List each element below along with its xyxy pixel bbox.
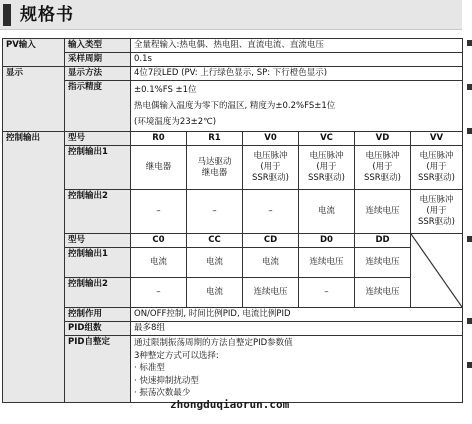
model-a-cell-6: VV: [411, 132, 463, 146]
label-model: 型号: [65, 132, 131, 146]
row-out1-a: [3, 146, 463, 190]
value-sample-period: 0.1s: [131, 53, 463, 67]
row-input-type: [3, 39, 463, 53]
out2-b-cell-2: 电流: [187, 278, 243, 308]
pid-tuning-line-4: · 快速抑制扰动型: [134, 375, 199, 386]
value-display-method: 4位7段LED (PV: 上行绿色显示, SP: 下行橙色显示): [131, 67, 463, 81]
label-control-output-1: 控制输出1: [65, 248, 131, 278]
edge-mark: [467, 236, 472, 242]
category-control-output: 控制输出: [3, 132, 65, 403]
row-out2-a: [3, 190, 463, 234]
label-accuracy: 指示精度: [65, 81, 131, 132]
out1-a-cell-4: 电压脉冲 (用于 SSR驱动): [299, 146, 355, 190]
model-a-cell-4: VC: [299, 132, 355, 146]
row-pid-tuning: [3, 336, 463, 403]
model-b-cell-2: CC: [187, 234, 243, 248]
category-display: 显示: [3, 67, 65, 132]
edge-mark: [467, 128, 472, 134]
out2-a-cell-4: 电流: [299, 190, 355, 234]
pid-tuning-line-1: 通过限制振荡周期的方法自整定PID参数值: [134, 338, 293, 348]
edge-mark: [467, 318, 472, 324]
row-model-a: [3, 132, 463, 146]
accuracy-line-2: 热电偶输入温度为零下的温区, 精度为±0.2%FS±1位: [134, 101, 336, 111]
out1-a-cell-6: 电压脉冲 (用于 SSR驱动): [411, 146, 463, 190]
label-input-type: 输入类型: [65, 39, 131, 53]
out2-b-cell-5: 连续电压: [355, 278, 411, 308]
row-control-action: [3, 308, 463, 322]
out1-b-cell-3: 电流: [243, 248, 299, 278]
model-b-cell-1: C0: [131, 234, 187, 248]
edge-mark: [467, 362, 472, 368]
watermark-text: zhongduqiaorun.com: [170, 398, 290, 411]
row-out1-b: [3, 248, 463, 278]
label-pid-tuning: PID自整定: [65, 336, 131, 403]
label-control-output-2: 控制输出2: [65, 190, 131, 234]
out2-b-cell-1: –: [131, 278, 187, 308]
model-a-cell-3: V0: [243, 132, 299, 146]
out2-a-cell-5: 连续电压: [355, 190, 411, 234]
label-display-method: 显示方法: [65, 67, 131, 81]
out1-b-cell-2: 电流: [187, 248, 243, 278]
empty-diagonal-cell: [411, 234, 463, 308]
section-title: 规格书: [20, 5, 74, 25]
out2-a-cell-2: –: [187, 190, 243, 234]
label-control-output-2: 控制输出2: [65, 278, 131, 308]
diagonal-line: [411, 234, 462, 307]
edge-mark: [467, 84, 472, 90]
accuracy-line-1: ±0.1%FS ±1位: [134, 85, 197, 95]
out1-a-cell-2: 马达驱动 继电器: [187, 146, 243, 190]
value-pid-tuning: [131, 336, 463, 403]
edge-mark: [467, 40, 472, 46]
out2-b-cell-4: –: [299, 278, 355, 308]
adjacent-page-edge: [464, 0, 472, 424]
out2-a-cell-6: 电压脉冲 (用于 SSR驱动): [411, 190, 463, 234]
label-sample-period: 采样周期: [65, 53, 131, 67]
value-input-type: 全量程输入:热电偶、热电阻、直流电流、直流电压: [131, 39, 463, 53]
section-marker: [3, 4, 11, 26]
value-control-action: ON/OFF控制, 时间比例PID, 电流比例PID: [131, 308, 463, 322]
model-a-cell-5: VD: [355, 132, 411, 146]
row-accuracy: [3, 81, 463, 132]
out2-a-cell-3: –: [243, 190, 299, 234]
model-b-cell-5: DD: [355, 234, 411, 248]
spec-table: [2, 38, 463, 403]
out1-b-cell-5: 连续电压: [355, 248, 411, 278]
row-sample-period: [3, 53, 463, 67]
category-pv-input: PV输入: [3, 39, 65, 67]
section-header: [0, 0, 462, 30]
pid-tuning-line-3: · 标准型: [134, 363, 165, 373]
out1-a-cell-3: 电压脉冲 (用于 SSR驱动): [243, 146, 299, 190]
row-display-method: [3, 67, 463, 81]
out1-a-cell-5: 电压脉冲 (用于 SSR驱动): [355, 146, 411, 190]
out2-a-cell-1: –: [131, 190, 187, 234]
pid-tuning-line-2: 3种整定方式可以选择:: [134, 350, 219, 361]
label-model: 型号: [65, 234, 131, 248]
model-b-cell-3: CD: [243, 234, 299, 248]
label-pid-groups: PID组数: [65, 322, 131, 336]
label-control-action: 控制作用: [65, 308, 131, 322]
model-b-cell-4: D0: [299, 234, 355, 248]
value-accuracy: [131, 81, 463, 132]
label-control-output-1: 控制输出1: [65, 146, 131, 190]
row-model-b: [3, 234, 463, 248]
value-pid-groups: 最多8组: [131, 322, 463, 336]
accuracy-line-3: (环境温度为23±2℃): [134, 117, 217, 127]
pid-tuning-line-5: · 振荡次数最少: [134, 388, 191, 398]
row-pid-groups: [3, 322, 463, 336]
out1-b-cell-1: 电流: [131, 248, 187, 278]
model-a-cell-1: R0: [131, 132, 187, 146]
out1-a-cell-1: 继电器: [131, 146, 187, 190]
model-a-cell-2: R1: [187, 132, 243, 146]
row-out2-b: [3, 278, 463, 308]
out1-b-cell-4: 连续电压: [299, 248, 355, 278]
out2-b-cell-3: 连续电压: [243, 278, 299, 308]
